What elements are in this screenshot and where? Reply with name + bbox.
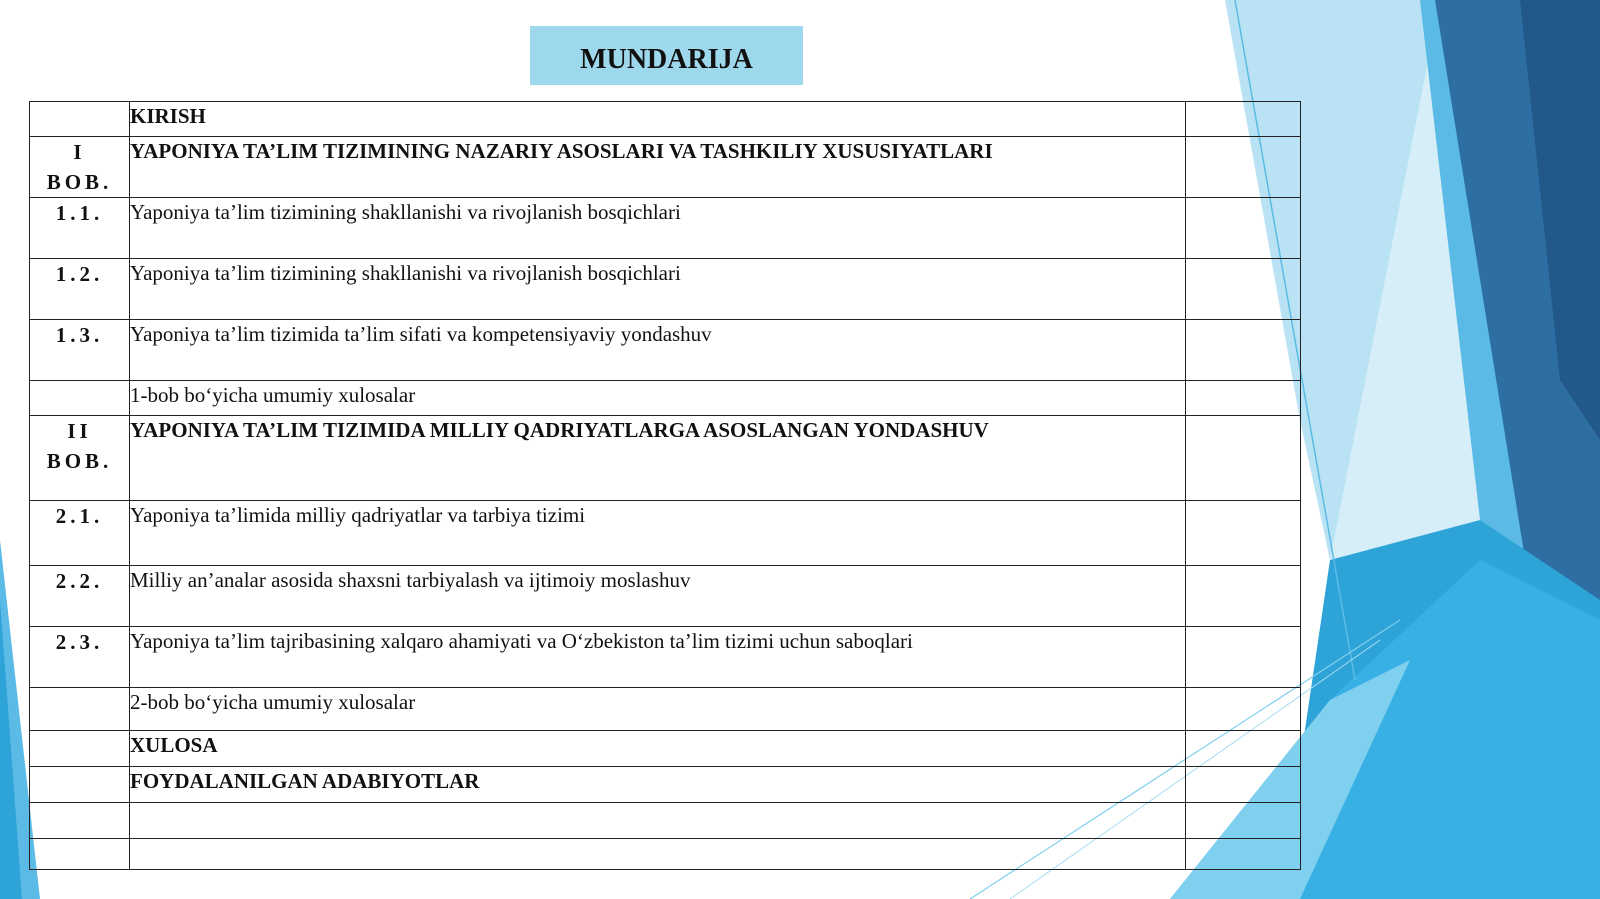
table-of-contents [29, 101, 1301, 870]
toc-row-number [30, 320, 130, 381]
toc-row-page [1186, 416, 1301, 501]
toc-row [30, 627, 1301, 688]
toc-row-page [1186, 803, 1301, 839]
toc-row [30, 102, 1301, 137]
toc-row-title: 2-bob bo‘yicha umumiy xulosalar [130, 688, 1186, 731]
toc-row-number [30, 198, 130, 259]
toc-row-page [1186, 627, 1301, 688]
toc-row-title: Yaponiya ta’lim tizimining shakllanishi va rivojlanish bosqichlari [130, 259, 1186, 320]
toc-row-page [1186, 198, 1301, 259]
toc-row-title: FOYDALANILGAN ADABIYOTLAR [130, 767, 1186, 803]
toc-row-title [130, 803, 1186, 839]
toc-row-number-line: 1.2. [55, 262, 104, 286]
toc-row-title: XULOSA [130, 731, 1186, 767]
toc-row-number-line: II [67, 419, 92, 443]
title-banner [530, 26, 803, 85]
toc-row-number-line: BOB. [46, 170, 113, 194]
toc-row-page [1186, 137, 1301, 198]
toc-row [30, 416, 1301, 501]
toc-row-page [1186, 381, 1301, 416]
toc-row-number [30, 731, 130, 767]
toc-row-page [1186, 102, 1301, 137]
toc-row-number-line: I [73, 140, 86, 164]
toc-row [30, 803, 1301, 839]
toc-row-title: YAPONIYA TA’LIM TIZIMINING NAZARIY ASOSLARI VA TASHKILIY XUSUSIYATLARI [130, 137, 1186, 198]
toc-row-title: Yaponiya ta’lim tizimida ta’lim sifati va kompetensiyaviy yondashuv [130, 320, 1186, 381]
toc-row-number [30, 416, 130, 501]
toc-row-page [1186, 566, 1301, 627]
toc-row-number [30, 803, 130, 839]
toc-row [30, 198, 1301, 259]
toc-row-page [1186, 767, 1301, 803]
toc-row-title: Yaponiya ta’limida milliy qadriyatlar va tarbiya tizimi [130, 501, 1186, 566]
toc-row-title: 1-bob bo‘yicha umumiy xulosalar [130, 381, 1186, 416]
toc-row-page [1186, 259, 1301, 320]
toc-row-page [1186, 839, 1301, 870]
toc-row-number [30, 381, 130, 416]
toc-row-number-line: 2.3. [55, 630, 104, 654]
toc-row-number [30, 501, 130, 566]
toc-row [30, 731, 1301, 767]
toc-row-number [30, 566, 130, 627]
toc-row-page [1186, 320, 1301, 381]
toc-row [30, 688, 1301, 731]
toc-row-number [30, 688, 130, 731]
toc-row-number-line: BOB. [46, 449, 113, 473]
toc-row-number [30, 839, 130, 870]
toc-row-title: YAPONIYA TA’LIM TIZIMIDA MILLIY QADRIYATLARGA ASOSLANGAN YONDASHUV [130, 416, 1186, 501]
page-title: MUNDARIJA [580, 43, 753, 75]
toc-row-page [1186, 731, 1301, 767]
toc-row [30, 566, 1301, 627]
toc-row [30, 137, 1301, 198]
toc-row-page [1186, 501, 1301, 566]
toc-row-number [30, 627, 130, 688]
toc-row-title: KIRISH [130, 102, 1186, 137]
toc-row-number [30, 767, 130, 803]
toc-row-number-line: 2.2. [55, 569, 104, 593]
toc-row-title: Milliy an’analar asosida shaxsni tarbiyalash va ijtimoiy moslashuv [130, 566, 1186, 627]
toc-row-page [1186, 688, 1301, 731]
toc-row-number [30, 137, 130, 198]
toc-row [30, 320, 1301, 381]
toc-row-number-line: 1.3. [55, 323, 104, 347]
toc-row-number-line: 1.1. [55, 201, 104, 225]
toc-row-title: Yaponiya ta’lim tajribasining xalqaro ahamiyati va O‘zbekiston ta’lim tizimi uchun saboqlari [130, 627, 1186, 688]
toc-row [30, 767, 1301, 803]
toc-row-number-line: 2.1. [55, 504, 104, 528]
toc-row-number [30, 102, 130, 137]
toc-row [30, 501, 1301, 566]
toc-row [30, 381, 1301, 416]
toc-row [30, 839, 1301, 870]
toc-row-title: Yaponiya ta’lim tizimining shakllanishi va rivojlanish bosqichlari [130, 198, 1186, 259]
toc-row-number [30, 259, 130, 320]
toc-row [30, 259, 1301, 320]
toc-row-title [130, 839, 1186, 870]
